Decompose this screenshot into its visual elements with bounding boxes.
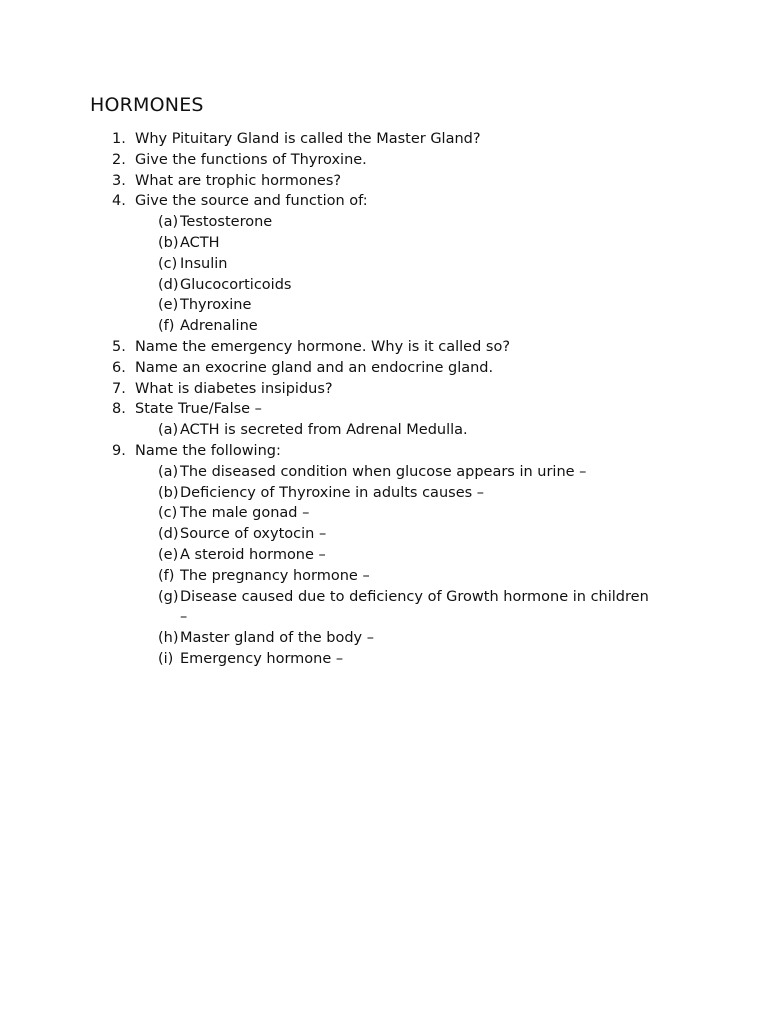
sub-item-text: ACTH <box>180 234 220 251</box>
sub-item-letter: (a) <box>158 422 179 439</box>
sub-item-text: The male gonad – <box>180 505 310 522</box>
sub-item-letter: (a) <box>158 214 179 231</box>
question-number: 1. <box>112 131 126 147</box>
question-text: Give the functions of Thyroxine. <box>135 151 367 168</box>
sub-item <box>0 524 768 545</box>
question-text: Give the source and function of: <box>135 193 368 210</box>
sub-item-letter: (i) <box>158 650 174 667</box>
sub-item <box>0 254 768 275</box>
question-item <box>0 399 768 420</box>
question-item <box>0 150 768 171</box>
question-item <box>0 441 768 462</box>
sub-item-letter: (d) <box>158 276 179 293</box>
sub-item-letter: (b) <box>158 234 179 251</box>
question-number: 8. <box>112 401 126 418</box>
sub-item-text: The pregnancy hormone – <box>180 567 370 584</box>
sub-item-letter: (d) <box>158 526 179 543</box>
sub-item-letter: (c) <box>158 255 178 272</box>
sub-item <box>0 649 768 670</box>
sub-item-continuation <box>0 607 768 628</box>
sub-item <box>0 275 768 296</box>
sub-item <box>0 212 768 233</box>
sub-item-text: Disease caused due to deficiency of Growth hormone in children <box>180 588 649 605</box>
question-number: 5. <box>112 338 126 355</box>
question-number: 3. <box>112 172 126 189</box>
question-text: What are trophic hormones? <box>135 172 342 189</box>
question-text: Name the emergency hormone. Why is it called so? <box>135 338 511 355</box>
sub-item-text: Deficiency of Thyroxine in adults causes – <box>180 484 485 501</box>
sub-item <box>0 628 768 649</box>
sub-item-text: The diseased condition when glucose appears in urine – <box>180 463 587 480</box>
sub-item-text: Adrenaline <box>180 318 258 335</box>
sub-item-letter: (h) <box>158 630 179 647</box>
question-text: Name the following: <box>135 442 281 459</box>
question-item <box>0 191 768 212</box>
sub-item <box>0 420 768 441</box>
sub-item-text: Master gland of the body – <box>180 630 374 647</box>
sub-item-letter: (a) <box>158 463 179 480</box>
sub-item <box>0 545 768 566</box>
sub-item-letter: (b) <box>158 484 179 501</box>
sub-item <box>0 483 768 504</box>
sub-item-letter: (e) <box>158 546 179 563</box>
sub-item <box>0 462 768 483</box>
sub-item-text: Glucocorticoids <box>180 276 292 293</box>
sub-item-letter: (c) <box>158 505 178 522</box>
question-text: State True/False – <box>135 401 262 418</box>
sub-item <box>0 503 768 524</box>
sub-item-letter: (e) <box>158 297 179 314</box>
sub-item <box>0 295 768 316</box>
sub-item-letter: (f) <box>158 567 175 584</box>
sub-item-text: Insulin <box>180 255 228 272</box>
question-list <box>0 129 768 670</box>
question-number: 2. <box>112 151 126 168</box>
question-number: 4. <box>112 193 126 210</box>
question-text: Name an exocrine gland and an endocrine gland. <box>135 359 494 376</box>
sub-item-text: Emergency hormone – <box>180 650 344 667</box>
question-item <box>0 171 768 192</box>
page-title: HORMONES <box>90 94 204 116</box>
sub-item-text: Testosterone <box>180 214 273 231</box>
sub-item-text: Thyroxine <box>180 297 252 314</box>
question-text: Why Pituitary Gland is called the Master Gland? <box>135 131 481 147</box>
sub-item <box>0 233 768 254</box>
question-number: 7. <box>112 380 126 397</box>
question-item <box>0 379 768 400</box>
sub-item-text: ACTH is secreted from Adrenal Medulla. <box>180 422 468 439</box>
sub-item-letter: (f) <box>158 318 175 335</box>
sub-item <box>0 587 768 608</box>
sub-item <box>0 566 768 587</box>
question-number: 9. <box>112 442 126 459</box>
question-text: What is diabetes insipidus? <box>135 380 333 397</box>
sub-item-text: A steroid hormone – <box>180 546 326 563</box>
question-number: 6. <box>112 359 126 376</box>
sub-item-continuation-text: – <box>180 609 188 626</box>
question-item <box>0 129 768 150</box>
question-item <box>0 358 768 379</box>
sub-item-text: Source of oxytocin – <box>180 526 327 543</box>
sub-item <box>0 316 768 337</box>
sub-item-letter: (g) <box>158 588 179 605</box>
question-item <box>0 337 768 358</box>
